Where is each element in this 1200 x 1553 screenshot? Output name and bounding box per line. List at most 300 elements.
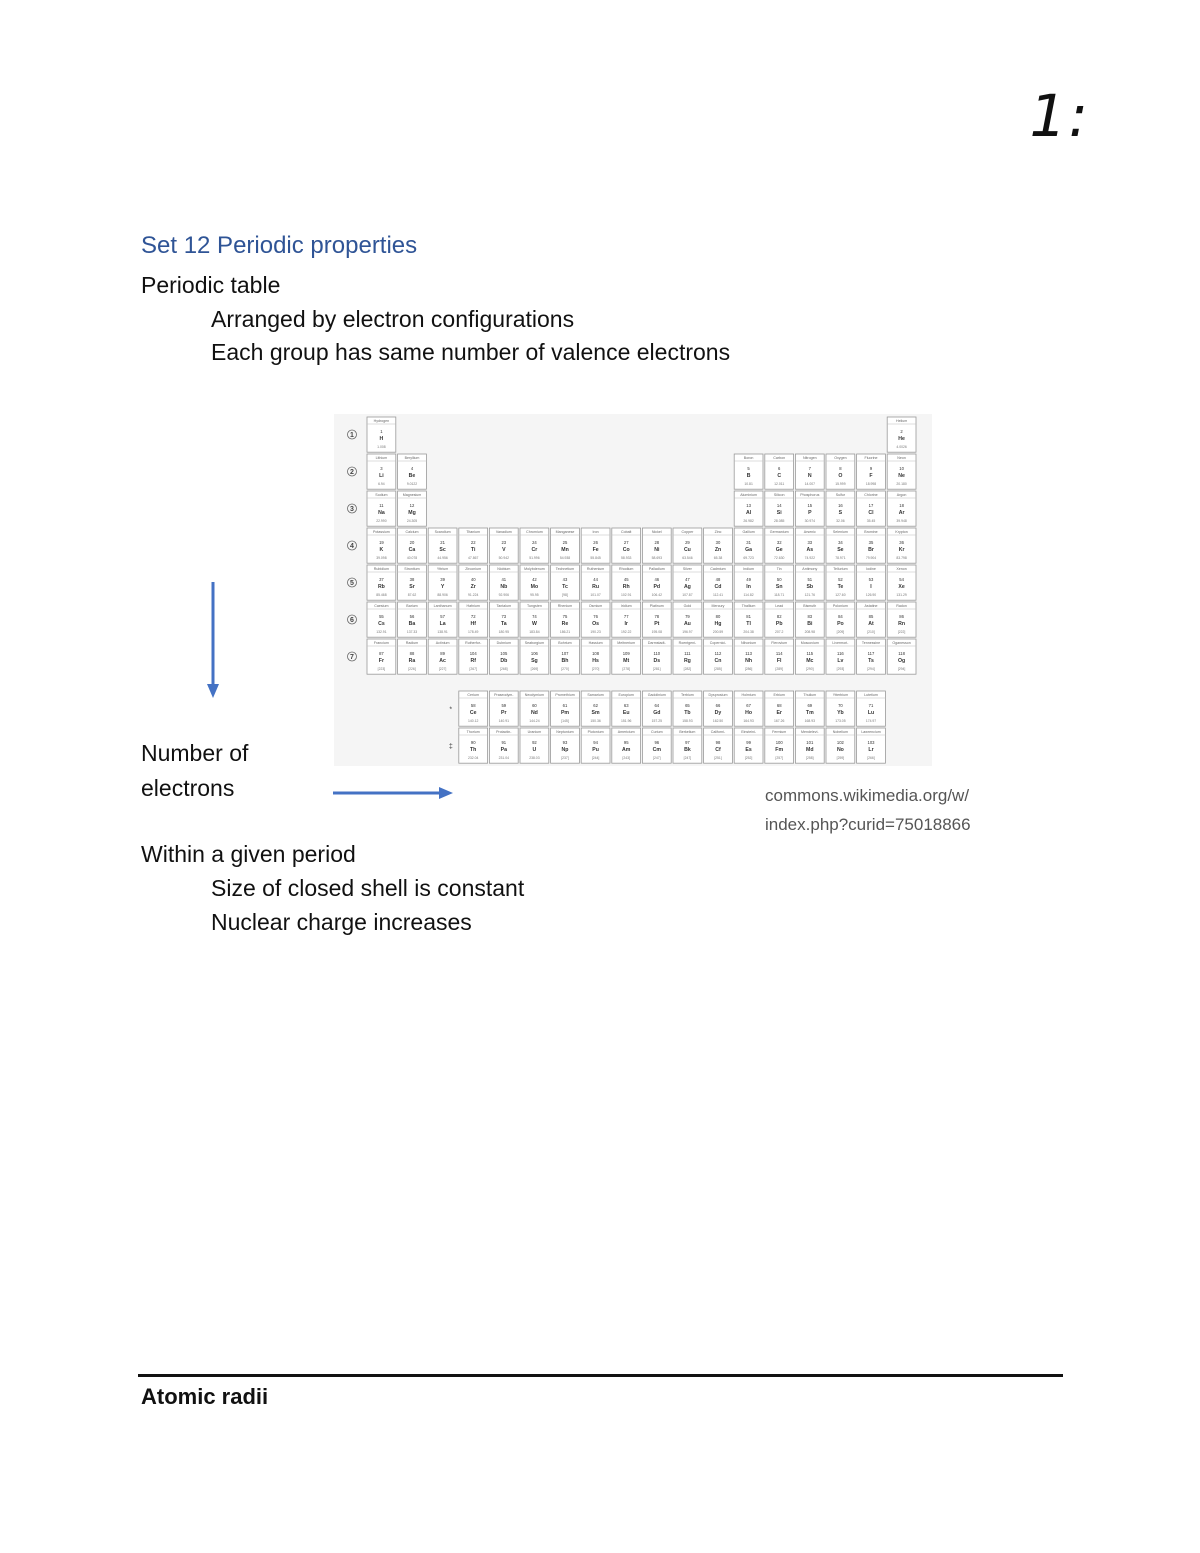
atomic-number: 72 [470,614,476,619]
element-symbol: Mc [806,658,814,664]
atomic-number: 21 [440,540,445,545]
atomic-number: 85 [868,614,874,619]
element-name: Hafnium [466,604,480,608]
element-cell-tm [795,691,824,726]
arrow-label-line-2: electrons [141,775,235,801]
atomic-mass: 15.999 [835,482,846,486]
section-heading-periodic-table: Periodic table [141,272,281,298]
element-cell-mn [551,528,580,563]
atomic-mass: [278] [622,667,630,671]
element-name: Gadolinium [647,693,666,697]
element-cell-rb [367,565,396,600]
element-cell-cl [857,491,886,526]
element-cell-yb [826,691,855,726]
atomic-number: 49 [746,577,751,582]
element-symbol: Au [683,621,691,627]
section-divider [138,1374,1063,1377]
atomic-number: 40 [470,577,476,582]
element-name: Iodine [866,567,876,571]
element-name: Vanadium [495,530,512,534]
element-symbol: Cr [531,547,538,553]
atomic-mass: 58.933 [621,556,632,560]
element-symbol: Ga [745,547,753,553]
atomic-mass: 1.008 [377,445,386,449]
atomic-mass: [294] [867,667,875,671]
atomic-number: 34 [838,540,843,545]
element-symbol: Lv [837,658,844,664]
atomic-mass: 55.845 [590,556,601,560]
atomic-number: 13 [746,503,751,508]
element-cell-lr [857,728,886,763]
element-symbol: Bh [561,658,569,664]
element-cell-pd [642,565,671,600]
element-name: Selenium [832,530,848,534]
element-symbol: Eu [622,710,630,716]
element-cell-rf [459,639,488,674]
element-symbol: Ba [408,621,416,627]
element-name: Nitrogen [803,456,817,460]
atomic-number: 24 [532,540,537,545]
atomic-number: 33 [807,540,813,545]
element-symbol: Cf [715,747,721,753]
down-arrow-icon [204,582,222,700]
element-symbol: Th [470,747,477,753]
atomic-mass: [285] [714,667,722,671]
atomic-number: 58 [470,703,476,708]
element-name: Gallium [742,530,755,534]
f-block-marker: * [449,706,453,714]
element-name: Neon [897,456,906,460]
element-name: Sodium [375,493,388,497]
element-symbol: P [808,510,812,516]
atomic-mass: 74.922 [804,556,815,560]
element-name: Carbon [773,456,786,460]
atomic-mass: 91.224 [468,593,479,597]
element-name: Roentgeni- [678,641,697,645]
element-symbol: Mo [530,584,539,590]
atomic-mass: [244] [591,756,600,760]
element-name: Thallium [741,604,756,608]
atomic-mass: 58.693 [651,556,662,560]
element-cell-mg [398,491,427,526]
element-cell-np [551,728,580,763]
element-cell-md [795,728,824,763]
atomic-number: 27 [623,540,629,545]
element-symbol: Fe [592,547,599,553]
element-cell-hg [704,602,733,637]
atomic-number: 104 [469,651,477,656]
element-symbol: Md [806,747,814,753]
element-cell-cf [704,728,733,763]
element-symbol: U [532,747,537,753]
period-label [348,652,357,661]
atomic-number: 23 [501,540,507,545]
element-name: Krypton [895,530,908,534]
atomic-number: 94 [593,740,598,745]
atomic-number: 66 [715,703,721,708]
element-symbol: Es [745,747,752,753]
element-cell-sb [795,565,824,600]
atomic-number: 100 [775,740,783,745]
element-symbol: Ds [653,658,661,664]
atomic-mass: 65.38 [713,556,723,560]
element-name: Chromium [526,530,543,534]
element-symbol: Mn [561,547,569,553]
atomic-number: 25 [562,540,568,545]
element-name: Dysprosium [708,693,728,697]
element-name: Einsteini- [741,730,756,734]
element-symbol: Fr [378,658,384,664]
element-cell-xe [887,565,916,600]
atomic-mass: 12.011 [774,482,785,486]
element-symbol: Ar [898,510,905,516]
period-label [348,541,357,550]
element-symbol: Ne [898,473,905,479]
element-cell-tb [673,691,702,726]
period-label [348,615,357,624]
atomic-mass: 95.95 [530,593,539,597]
element-symbol: N [807,473,812,479]
element-name: Niobium [497,567,511,571]
element-symbol: Cn [714,658,722,664]
atomic-number: 39 [440,577,445,582]
atomic-mass: [227] [438,667,447,671]
element-cell-kr [887,528,916,563]
atomic-mass: [282] [683,667,692,671]
atomic-mass: 190.23 [590,630,601,634]
element-cell-h [367,417,396,452]
atomic-number: 62 [593,703,598,708]
section-heading-atomic-radii: Atomic radii [141,1384,269,1409]
element-name: Nickel [651,530,662,534]
atomic-number: 84 [838,614,843,619]
atomic-mass: 47.867 [468,556,479,560]
element-symbol: Br [868,547,874,553]
atomic-mass: 174.97 [865,719,877,723]
element-name: Gold [683,604,692,608]
atomic-mass: 200.59 [712,630,724,634]
element-cell-ge [765,528,794,563]
element-symbol: Sm [591,710,600,716]
element-cell-hs [581,639,610,674]
element-symbol: Dy [714,710,722,716]
element-symbol: Pm [560,710,570,716]
element-cell-tl [734,602,763,637]
svg-text:1: 1 [350,431,354,439]
right-arrow-icon [333,784,457,802]
element-cell-fl [765,639,794,674]
atomic-number: 11 [379,503,384,508]
atomic-mass: 39.098 [376,556,387,560]
element-name: Argon [896,493,907,497]
element-symbol: V [502,547,506,553]
svg-text:3: 3 [350,505,354,513]
element-cell-ag [673,565,702,600]
atomic-number: 71 [868,703,874,708]
element-name: Plutonium [587,730,604,734]
element-symbol: Lr [868,747,874,753]
atomic-number: 108 [592,651,600,656]
element-cell-ar [887,491,916,526]
element-name: Rhenium [557,604,573,608]
element-cell-b [734,454,763,489]
atomic-number: 12 [409,503,415,508]
periodic-table-image [334,414,932,766]
element-name: Ytterbium [832,693,849,697]
element-name: Zinc [714,530,722,534]
atomic-mass: [210] [867,630,875,634]
element-name: Sulfur [835,493,846,497]
atomic-number: 77 [623,614,629,619]
atomic-number: 3 [380,466,383,471]
element-symbol: Sn [775,584,783,590]
atomic-number: 17 [868,503,874,508]
element-cell-zr [459,565,488,600]
atomic-mass: 72.630 [774,556,785,560]
element-symbol: F [869,473,873,479]
element-name: Lithium [375,456,388,460]
element-cell-ce [459,691,488,726]
element-cell-pb [765,602,794,637]
element-cell-cn [704,639,733,674]
atomic-mass: 157.25 [651,719,662,723]
element-name: Cobalt [621,530,632,534]
atomic-number: 118 [898,651,905,656]
element-name: Samarium [587,693,604,697]
atomic-mass: [226] [408,667,416,671]
element-name: Zirconium [465,567,482,571]
atomic-number: 19 [379,540,384,545]
element-name: Strontium [404,567,420,571]
atomic-mass: 54.938 [559,556,571,560]
element-cell-ho [734,691,763,726]
atomic-mass: 114.82 [743,593,754,597]
atomic-number: 26 [593,540,598,545]
atomic-mass: 178.49 [468,630,479,634]
atomic-number: 116 [837,651,844,656]
element-symbol: Pr [501,710,507,716]
element-cell-se [826,528,855,563]
atomic-number: 53 [868,577,874,582]
element-cell-ca [398,528,427,563]
element-name: Lead [775,604,784,608]
element-cell-mo [520,565,549,600]
svg-text:4: 4 [350,542,354,550]
atomic-mass: 118.71 [774,593,785,597]
atomic-number: 59 [501,703,507,708]
atomic-number: 35 [868,540,874,545]
element-cell-al [734,491,763,526]
atomic-mass: 18.998 [865,482,877,486]
element-symbol: O [838,473,843,479]
element-name: Americium [617,730,635,734]
element-symbol: Y [440,584,445,590]
element-cell-fr [367,639,396,674]
element-name: Lanthanum [433,604,452,608]
atomic-mass: 4.0026 [896,445,907,449]
element-name: Xenon [896,567,907,571]
element-symbol: Rg [683,658,691,664]
element-cell-f [857,454,886,489]
atomic-mass: 140.12 [468,719,479,723]
element-name: Cadmium [710,567,726,571]
atomic-mass: 6.94 [378,482,385,486]
period-label [348,430,357,439]
element-symbol: As [806,547,814,553]
atomic-number: 96 [654,740,660,745]
element-cell-es [734,728,763,763]
atomic-number: 67 [746,703,751,708]
atomic-mass: 183.84 [529,630,540,634]
element-symbol: Co [622,547,630,553]
element-cell-y [428,565,457,600]
atomic-mass: [251] [714,756,722,760]
element-name: Tantalum [496,604,512,608]
element-cell-re [551,602,580,637]
period-label [348,578,357,587]
element-name: Radium [405,641,419,645]
element-symbol: Rb [377,584,385,590]
atomic-mass: 39.948 [896,519,907,523]
atomic-mass: 208.98 [804,630,815,634]
element-symbol: Er [776,710,782,716]
element-cell-am [612,728,641,763]
element-symbol: Pu [592,747,599,753]
atomic-number: 47 [685,577,690,582]
atomic-number: 1 [380,429,383,434]
atomic-mass: 87.62 [407,593,417,597]
atomic-mass: [247] [683,756,692,760]
atomic-number: 81 [746,614,751,619]
element-symbol: Rn [898,621,906,627]
element-cell-pm [551,691,580,726]
atomic-number: 83 [807,614,813,619]
element-cell-ba [398,602,427,637]
atomic-number: 16 [838,503,843,508]
atomic-mass: 22.990 [376,519,387,523]
element-name: Neodymium [524,693,544,697]
atomic-number: 50 [776,577,782,582]
element-symbol: Sr [409,584,415,590]
element-symbol: Ru [592,584,600,590]
element-symbol: Np [561,747,569,753]
element-cell-sm [581,691,610,726]
element-symbol: Og [897,658,906,664]
atomic-mass: 92.906 [498,593,509,597]
element-cell-tc [551,565,580,600]
element-cell-lv [826,639,855,674]
atomic-number: 93 [562,740,568,745]
atomic-mass: [237] [561,756,569,760]
element-cell-sc [428,528,457,563]
atomic-mass: 168.93 [804,719,815,723]
element-symbol: At [868,621,874,627]
element-name: Thulium [803,693,817,697]
element-symbol: Sc [439,547,446,553]
element-cell-c [765,454,794,489]
element-symbol: Db [500,658,508,664]
element-symbol: H [379,436,384,442]
element-cell-au [673,602,702,637]
element-cell-po [826,602,855,637]
element-name: Arsenic [803,530,816,534]
atomic-number: 68 [776,703,782,708]
element-symbol: Ca [408,547,416,553]
element-symbol: Ac [439,658,446,664]
element-cell-mc [795,639,824,674]
atomic-number: 8 [839,466,842,471]
element-name: Indium [743,567,754,571]
element-symbol: Ts [868,658,874,664]
atomic-number: 29 [685,540,690,545]
svg-text:6: 6 [350,616,354,624]
atomic-number: 102 [836,740,844,745]
atomic-mass: [290] [806,667,814,671]
element-symbol: Zr [470,584,476,590]
element-name: Seaborgium [524,641,545,645]
element-name: Tennessine [861,641,881,645]
element-symbol: Ta [500,621,507,627]
atomic-number: 101 [806,740,814,745]
atomic-mass: 112.41 [712,593,724,597]
element-symbol: Tl [746,621,751,627]
atomic-mass: 44.956 [437,556,448,560]
element-symbol: Tm [805,710,814,716]
element-cell-bi [795,602,824,637]
atomic-mass: 150.36 [590,719,601,723]
element-symbol: W [531,621,537,627]
element-name: Palladium [648,567,665,571]
element-symbol: Fl [776,658,782,664]
element-cell-si [765,491,794,526]
atomic-mass: 144.24 [529,719,540,723]
atomic-number: 14 [776,503,782,508]
element-name: Hydrogen [373,419,390,423]
element-symbol: Cl [868,510,874,516]
element-symbol: Pa [500,747,507,753]
element-name: Yttrium [436,567,449,571]
atomic-number: 9 [869,466,873,471]
element-cell-ne [887,454,916,489]
atomic-number: 78 [654,614,660,619]
element-cell-fe [581,528,610,563]
element-cell-hf [459,602,488,637]
element-name: Boron [743,456,754,460]
atomic-number: 107 [561,651,569,656]
element-symbol: Fm [775,747,784,753]
element-name: Neptunium [556,730,574,734]
arrow-label-line-1: Number of [141,740,249,766]
element-cell-no [826,728,855,763]
element-symbol: Gd [653,710,661,716]
atomic-number: 44 [593,577,598,582]
atomic-number: 113 [745,651,752,656]
element-name: Berkelium [679,730,696,734]
element-symbol: Zn [714,547,722,553]
atomic-number: 42 [532,577,537,582]
element-symbol: Al [746,510,752,516]
element-name: Erbium [773,693,785,697]
periodic-table-graphic [334,414,932,766]
element-cell-at [857,602,886,637]
atomic-mass: 51.996 [529,556,540,560]
element-name: Protactin- [496,730,512,734]
atomic-mass: 102.91 [621,593,632,597]
atomic-number: 114 [775,651,783,656]
atomic-number: 111 [684,651,691,656]
element-cell-dy [704,691,733,726]
element-name: Oganesson [892,641,911,645]
